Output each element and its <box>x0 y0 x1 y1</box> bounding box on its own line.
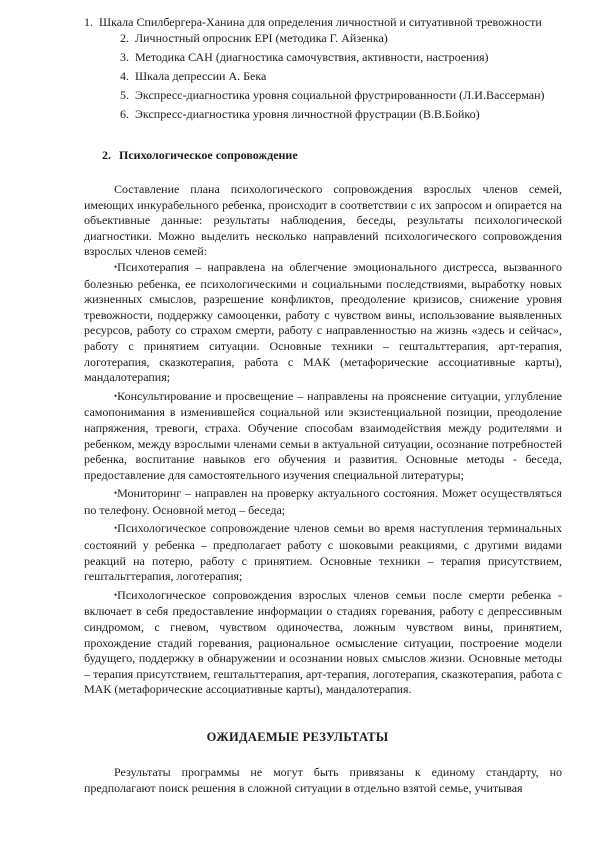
bullet-text: Психотерапия – направлена на облегчение эмоционального дистресса, вызванного болезнью ребенка, ее психологическими и социальными последствиями, выработку новых жизненных смыслов, разрешение конфликтов, преодоление кризисов, снижение уровня тревожности, поддержку самооценки, работу с чувством вины, использование выявленных ресурсов, работу со страхом смерти, работу с направленностью на жизнь «здесь и сейчас», работу с принятием ситуации. Основные техники – гештальттерапия, арт-терапия, логотерапия, сказкотерапия, работа с МАК (метафорические ассоциативные карты), мандалотерапия; <box>84 259 562 385</box>
section-body <box>84 182 562 698</box>
list-number: 5. <box>120 88 129 102</box>
list-text: Методика САН (диагностика самочувствия, активности, настроения) <box>135 50 489 64</box>
list-number: 1. <box>84 15 93 29</box>
list-text: Шкала депрессии А. Бека <box>135 69 267 83</box>
list-item <box>120 87 562 103</box>
list-number: 4. <box>120 69 129 83</box>
methods-list <box>84 14 562 122</box>
list-item <box>120 106 562 122</box>
list-text: Экспресс-диагностика уровня личностной фрустрации (В.В.Бойко) <box>135 107 480 121</box>
list-text: Шкала Спилбергера-Ханина для определения личностной и ситуативной тревожности <box>99 15 542 29</box>
results-paragraph: Результаты программы не могут быть привязаны к единому стандарту, но предполагают поиск решения в сложной ситуации в отдельно взятой семье, учитывая <box>84 765 562 795</box>
bullet-text: Психологическое сопровождения взрослых членов семьи после смерти ребенка - включает в себя предоставление информации о стадиях горевания, работу с депрессивным синдромом, с гневом, чувством одиночества, ложным чувством вины, принятием, прохождение стадий горевания, рациональное осмысление ситуации, построение модели будущего, поддержку в обнаружении и осознании новых смыслов жизни. Основные методы – терапия присутствием, гештальттерапия, арт-терапия, логотерапия, сказкотерапия, работа с МАК (метафорические ассоциативные карты), мандалотерапия. <box>84 587 562 697</box>
list-text: Экспресс-диагностика уровня социальной фрустрированности (Л.И.Вассерман) <box>135 88 545 102</box>
list-item <box>120 68 562 84</box>
list-number: 2. <box>120 31 129 45</box>
bullet-icon: • <box>114 488 118 499</box>
bullet-item <box>84 521 562 584</box>
list-number: 3. <box>120 50 129 64</box>
bullet-item <box>84 260 562 386</box>
section-number: 2. <box>102 148 111 162</box>
list-item <box>84 14 562 30</box>
results-heading: ОЖИДАЕМЫЕ РЕЗУЛЬТАТЫ <box>206 730 389 744</box>
bullet-text: Психологическое сопровождение членов семьи во время наступления терминальных состояний у ребенка – предполагает работу с шоковыми реакциями, с другими видами реакций на потерю, работу с принятием. Основные техники – терапия присутствием, гештальттерапия, логотерапия; <box>84 521 562 584</box>
bullet-icon: • <box>114 261 118 272</box>
list-item <box>120 49 562 65</box>
bullet-icon: • <box>114 589 118 600</box>
intro-paragraph: Составление плана психологического сопровождения взрослых членов семей, имеющих инкурабельного ребенка, происходит в соответствии с их запросом и опирается на объективные данные: результаты наблюдения, беседы, результаты психологической диагностики. Можно выделить несколько направлений психологического сопровождения взрослых членов семей: <box>84 182 562 259</box>
section-heading <box>102 148 298 163</box>
bullet-text: Мониторинг – направлен на проверку актуального состояния. Может осуществляться по телефону. Основной метод – беседа; <box>84 486 562 517</box>
bullet-icon: • <box>114 390 118 401</box>
section-title-text: Психологическое сопровождение <box>119 148 298 162</box>
bullet-item <box>84 486 562 518</box>
bullet-icon: • <box>114 523 118 534</box>
bullet-item <box>84 588 562 698</box>
list-item <box>120 30 562 46</box>
list-text: Личностный опросник EPI (методика Г. Айзенка) <box>135 31 388 45</box>
list-number: 6. <box>120 107 129 121</box>
bullet-text: Консультирование и просвещение – направлены на прояснение ситуации, углубление самопонимания в изменившейся социальной или экзистенциальной позиции, преодоление напряжения, тревоги, страха. Обучение способам взаимодействия между родителями и ребенком, между взрослыми членами семьи в актуальной ситуации, осознание потребностей ребенка, воспитание навыков его обучения и развития. Основные методы - беседа, предоставление для самостоятельного изучения специальной литературы; <box>84 388 562 482</box>
bullet-item <box>84 389 562 484</box>
